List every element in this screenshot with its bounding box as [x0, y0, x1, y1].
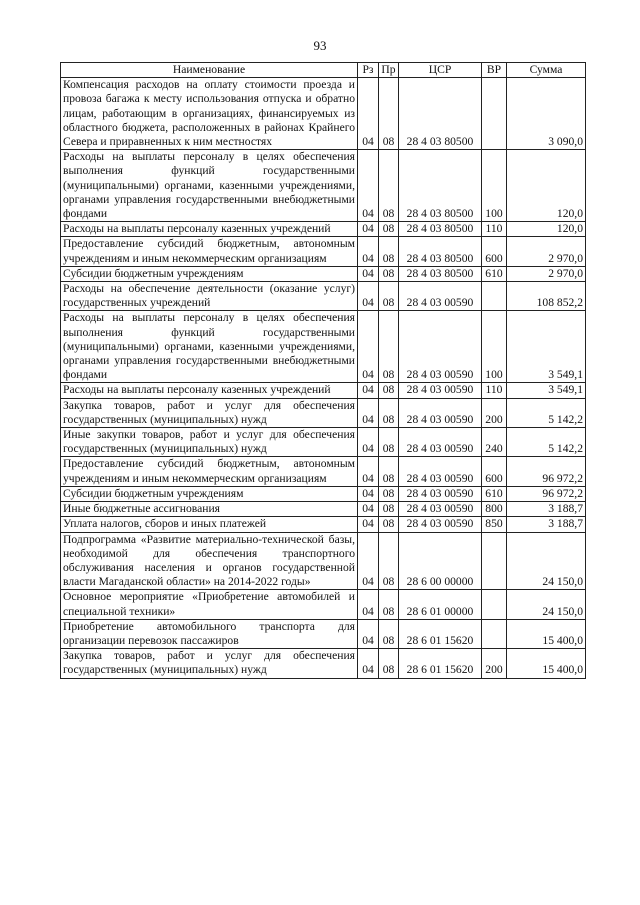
row-vr: 240	[482, 428, 507, 457]
row-name: Предоставление субсидий бюджетным, автономным учреждениям и иным некоммерческим организациям	[61, 237, 358, 266]
row-rz: 04	[358, 428, 379, 457]
row-sum: 5 142,2	[507, 428, 586, 457]
row-csr: 28 4 03 00590	[399, 383, 482, 398]
row-csr: 28 4 03 00590	[399, 282, 482, 311]
page-number: 93	[313, 38, 327, 53]
row-pr: 08	[379, 486, 399, 501]
row-sum: 15 400,0	[507, 619, 586, 648]
row-sum: 3 188,7	[507, 517, 586, 532]
row-name: Расходы на обеспечение деятельности (оказание услуг) государственных учреждений	[61, 282, 358, 311]
row-sum: 3 188,7	[507, 502, 586, 517]
row-csr: 28 4 03 00590	[399, 457, 482, 486]
row-pr: 08	[379, 311, 399, 383]
row-pr: 08	[379, 150, 399, 222]
row-vr	[482, 590, 507, 619]
table-row	[61, 78, 586, 150]
row-sum: 3 549,1	[507, 311, 586, 383]
row-rz: 04	[358, 237, 379, 266]
row-rz: 04	[358, 649, 379, 678]
row-csr: 28 4 03 00590	[399, 517, 482, 532]
row-name: Уплата налогов, сборов и иных платежей	[61, 517, 358, 532]
row-sum: 2 970,0	[507, 237, 586, 266]
row-csr: 28 4 03 80500	[399, 222, 482, 237]
row-csr: 28 6 01 15620	[399, 649, 482, 678]
row-pr: 08	[379, 222, 399, 237]
row-rz: 04	[358, 590, 379, 619]
row-pr: 08	[379, 457, 399, 486]
budget-table	[60, 62, 586, 679]
table-row	[61, 502, 586, 517]
row-name: Субсидии бюджетным учреждениям	[61, 266, 358, 281]
row-rz: 04	[358, 532, 379, 590]
row-csr: 28 4 03 00590	[399, 502, 482, 517]
row-rz: 04	[358, 486, 379, 501]
row-pr: 08	[379, 619, 399, 648]
table-row	[61, 619, 586, 648]
table-row	[61, 532, 586, 590]
row-rz: 04	[358, 398, 379, 427]
row-sum: 5 142,2	[507, 398, 586, 427]
row-vr: 100	[482, 311, 507, 383]
table-row	[61, 649, 586, 678]
row-rz: 04	[358, 517, 379, 532]
row-vr: 110	[482, 383, 507, 398]
row-csr: 28 4 03 80500	[399, 266, 482, 281]
row-name: Компенсация расходов на оплату стоимости проезда и провоза багажа к месту использования отпуска и обратно лицам, работающим в организациях, финансируемых из областного бюджета, расположенных в районах Крайнего Севера и приравненных к ним местностях	[61, 78, 358, 150]
row-rz: 04	[358, 78, 379, 150]
row-vr	[482, 532, 507, 590]
row-pr: 08	[379, 237, 399, 266]
header-rz: Рз	[358, 63, 379, 78]
header-pr: Пр	[379, 63, 399, 78]
row-csr: 28 6 00 00000	[399, 532, 482, 590]
table-row	[61, 428, 586, 457]
row-name: Субсидии бюджетным учреждениям	[61, 486, 358, 501]
table-body	[61, 78, 586, 678]
row-rz: 04	[358, 619, 379, 648]
row-csr: 28 4 03 80500	[399, 78, 482, 150]
row-sum: 96 972,2	[507, 457, 586, 486]
row-vr: 610	[482, 266, 507, 281]
table-row	[61, 266, 586, 281]
table-row	[61, 383, 586, 398]
row-rz: 04	[358, 282, 379, 311]
row-name: Подпрограмма «Развитие материально-технической базы, необходимой для обеспечения транспортного обслуживания населения и органов государственной власти Магаданской области» на 2014-2022 годы»	[61, 532, 358, 590]
row-csr: 28 4 03 80500	[399, 237, 482, 266]
row-sum: 96 972,2	[507, 486, 586, 501]
row-sum: 15 400,0	[507, 649, 586, 678]
table-row	[61, 150, 586, 222]
row-vr: 100	[482, 150, 507, 222]
row-pr: 08	[379, 590, 399, 619]
row-csr: 28 4 03 00590	[399, 311, 482, 383]
row-rz: 04	[358, 502, 379, 517]
row-name: Иные закупки товаров, работ и услуг для обеспечения государственных (муниципальных) нужд	[61, 428, 358, 457]
row-rz: 04	[358, 457, 379, 486]
row-rz: 04	[358, 311, 379, 383]
row-rz: 04	[358, 150, 379, 222]
row-name: Предоставление субсидий бюджетным, автономным учреждениям и иным некоммерческим организациям	[61, 457, 358, 486]
row-csr: 28 4 03 00590	[399, 428, 482, 457]
table-row	[61, 590, 586, 619]
row-csr: 28 6 01 00000	[399, 590, 482, 619]
row-vr	[482, 282, 507, 311]
row-sum: 120,0	[507, 222, 586, 237]
row-csr: 28 4 03 00590	[399, 398, 482, 427]
header-name: Наименование	[61, 63, 358, 78]
row-rz: 04	[358, 222, 379, 237]
table-header-row	[61, 63, 586, 78]
row-name: Приобретение автомобильного транспорта для организации перевозок пассажиров	[61, 619, 358, 648]
row-name: Основное мероприятие «Приобретение автомобилей и специальной техники»	[61, 590, 358, 619]
header-csr: ЦСР	[399, 63, 482, 78]
row-rz: 04	[358, 266, 379, 281]
row-pr: 08	[379, 649, 399, 678]
table-row	[61, 222, 586, 237]
row-sum: 120,0	[507, 150, 586, 222]
row-pr: 08	[379, 266, 399, 281]
row-vr: 600	[482, 457, 507, 486]
table-row	[61, 457, 586, 486]
row-vr	[482, 78, 507, 150]
row-csr: 28 6 01 15620	[399, 619, 482, 648]
row-vr: 200	[482, 398, 507, 427]
row-sum: 3 549,1	[507, 383, 586, 398]
row-vr: 800	[482, 502, 507, 517]
table-row	[61, 311, 586, 383]
header-sum: Сумма	[507, 63, 586, 78]
row-name: Иные бюджетные ассигнования	[61, 502, 358, 517]
row-vr: 850	[482, 517, 507, 532]
row-pr: 08	[379, 282, 399, 311]
row-csr: 28 4 03 00590	[399, 486, 482, 501]
row-sum: 108 852,2	[507, 282, 586, 311]
row-sum: 3 090,0	[507, 78, 586, 150]
row-pr: 08	[379, 428, 399, 457]
row-pr: 08	[379, 532, 399, 590]
table-row	[61, 398, 586, 427]
table-row	[61, 517, 586, 532]
row-pr: 08	[379, 398, 399, 427]
row-pr: 08	[379, 383, 399, 398]
row-name: Закупка товаров, работ и услуг для обеспечения государственных (муниципальных) нужд	[61, 649, 358, 678]
row-pr: 08	[379, 502, 399, 517]
row-sum: 24 150,0	[507, 590, 586, 619]
row-pr: 08	[379, 517, 399, 532]
table-row	[61, 486, 586, 501]
row-vr: 200	[482, 649, 507, 678]
table-row	[61, 282, 586, 311]
table-row	[61, 237, 586, 266]
row-name: Расходы на выплаты персоналу в целях обеспечения выполнения функций государственными (муниципальными) органами, казенными учреждениями, органами управления государственными внебюджетными фондами	[61, 311, 358, 383]
row-name: Расходы на выплаты персоналу в целях обеспечения выполнения функций государственными (муниципальными) органами, казенными учреждениями, органами управления государственными внебюджетными фондами	[61, 150, 358, 222]
header-vr: ВР	[482, 63, 507, 78]
row-vr: 110	[482, 222, 507, 237]
row-sum: 24 150,0	[507, 532, 586, 590]
row-csr: 28 4 03 80500	[399, 150, 482, 222]
row-vr	[482, 619, 507, 648]
row-rz: 04	[358, 383, 379, 398]
row-name: Закупка товаров, работ и услуг для обеспечения государственных (муниципальных) нужд	[61, 398, 358, 427]
row-sum: 2 970,0	[507, 266, 586, 281]
row-vr: 610	[482, 486, 507, 501]
row-pr: 08	[379, 78, 399, 150]
row-name: Расходы на выплаты персоналу казенных учреждений	[61, 222, 358, 237]
row-vr: 600	[482, 237, 507, 266]
row-name: Расходы на выплаты персоналу казенных учреждений	[61, 383, 358, 398]
